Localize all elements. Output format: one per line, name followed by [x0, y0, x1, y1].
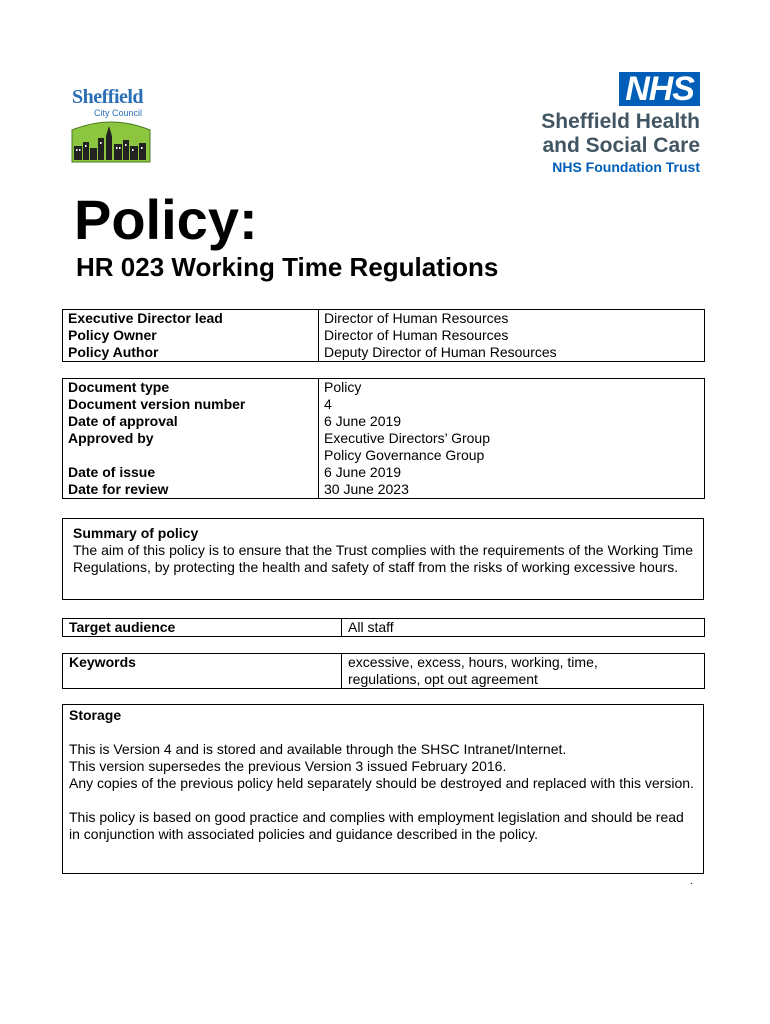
role-value: Deputy Director of Human Resources — [324, 344, 557, 360]
roles-row — [63, 310, 705, 362]
approved-by-value: Executive Directors’ Group — [324, 430, 490, 446]
document-info-table — [62, 378, 705, 499]
date-for-review-label: Date for review — [68, 481, 169, 497]
document-type-value: Policy — [324, 379, 362, 395]
audience-row — [63, 619, 705, 637]
document-info-row — [63, 379, 705, 499]
keywords-value-line: excessive, excess, hours, working, time, — [348, 654, 598, 670]
storage-line: Any copies of the previous policy held separately should be destroyed and replaced with this version. — [69, 775, 694, 791]
nhs-trust-logo — [541, 72, 700, 176]
council-name: Sheffield — [72, 86, 144, 108]
trust-name-line-3: NHS Foundation Trust — [552, 159, 700, 175]
approved-by-label: Approved by — [68, 430, 154, 446]
role-label: Policy Author — [68, 344, 159, 360]
summary-box — [62, 518, 704, 600]
keywords-table — [62, 653, 705, 689]
keywords-label: Keywords — [63, 654, 342, 689]
trust-name-line-1: Sheffield Health — [541, 110, 700, 133]
keywords-value-cell — [342, 654, 705, 689]
summary-body: The aim of this policy is to ensure that the Trust complies with the requirements of the Working Time Regulations, by protecting the health and safety of staff from the risks of working excessive hours. — [73, 542, 693, 575]
version-number-value: 4 — [324, 396, 332, 412]
storage-box — [62, 704, 704, 874]
document-labels-cell — [63, 379, 319, 499]
audience-table — [62, 618, 705, 637]
date-of-approval-label: Date of approval — [68, 413, 178, 429]
council-subtitle: City Council — [94, 108, 143, 118]
roles-labels-cell — [63, 310, 319, 362]
version-number-label: Document version number — [68, 396, 246, 412]
trust-name-line-2: and Social Care — [542, 134, 700, 157]
storage-line: This is Version 4 and is stored and available through the SHSC Intranet/Internet. — [69, 741, 567, 757]
summary-title: Summary of policy — [73, 525, 199, 541]
storage-line: This version supersedes the previous Version 3 issued February 2016. — [69, 758, 507, 774]
date-of-issue-value: 6 June 2019 — [324, 464, 402, 480]
audience-value: All staff — [342, 619, 705, 637]
nhs-mark: NHS — [619, 72, 700, 106]
role-label: Policy Owner — [68, 327, 157, 343]
date-of-issue-label: Date of issue — [68, 464, 156, 480]
policy-title: HR 023 Working Time Regulations — [76, 252, 499, 282]
sheffield-city-council-logo — [62, 86, 172, 166]
role-value: Director of Human Resources — [324, 310, 509, 326]
document-heading: Policy: — [74, 188, 258, 251]
role-label: Executive Director lead — [68, 310, 223, 326]
role-value: Director of Human Resources — [324, 327, 509, 343]
footer-mark: . — [690, 876, 693, 887]
roles-values-cell — [319, 310, 705, 362]
date-for-review-value: 30 June 2023 — [324, 481, 409, 497]
document-type-label: Document type — [68, 379, 170, 395]
audience-label: Target audience — [63, 619, 342, 637]
storage-title: Storage — [69, 707, 122, 723]
keywords-value-line: regulations, opt out agreement — [348, 671, 538, 687]
blank-label — [68, 447, 313, 464]
keywords-row — [63, 654, 705, 689]
approved-by-value-2: Policy Governance Group — [324, 447, 485, 463]
date-of-approval-value: 6 June 2019 — [324, 413, 402, 429]
document-values-cell — [319, 379, 705, 499]
roles-table — [62, 309, 705, 362]
storage-paragraph-2: This policy is based on good practice and complies with employment legislation and should be read in conjunction with associated policies and guidance described in the policy. — [69, 809, 684, 842]
storage-paragraph-1 — [69, 741, 695, 792]
city-skyline-icon — [68, 116, 154, 164]
